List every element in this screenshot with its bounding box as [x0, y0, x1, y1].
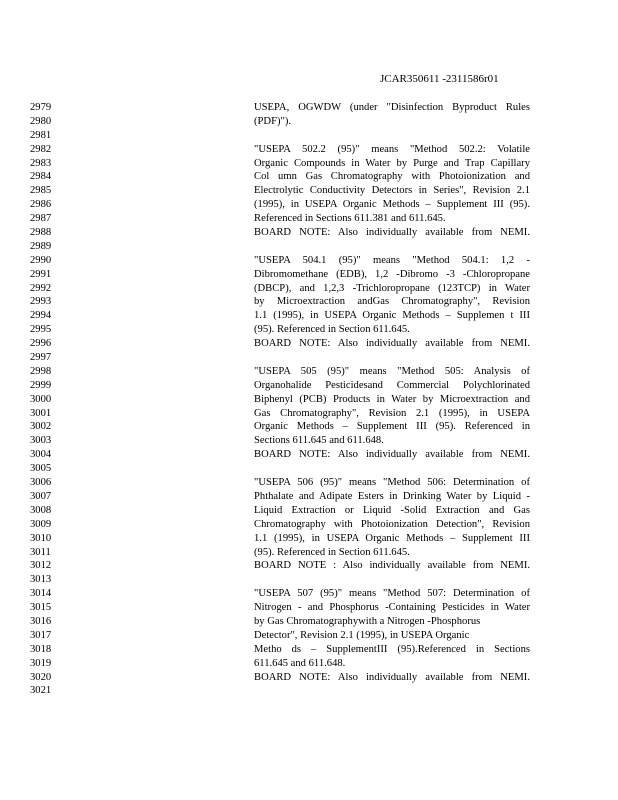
line-text: BOARD NOTE: Also individually available from NEMI. — [254, 449, 530, 461]
line-text: BOARD NOTE: Also individually available from NEMI. — [254, 671, 530, 683]
text-line — [0, 115, 618, 129]
line-text: Nitrogen - and Phosphorus -Containing Pesticides in Water — [254, 602, 530, 614]
line-text: "USEPA 507 (95)" means "Method 507: Determination of — [254, 588, 530, 600]
line-text: (DBCP), and 1,2,3 -Trichloropropane (123TCP) in Water — [254, 282, 530, 294]
document-header-code: JCAR350611 -2311586r01 — [380, 73, 499, 85]
line-number: 3008 — [30, 504, 52, 516]
text-line — [0, 420, 618, 434]
text-line — [0, 129, 618, 143]
line-text: Referenced in Sections 611.381 and 611.645. — [254, 213, 446, 225]
text-line — [0, 379, 618, 393]
line-number: 3006 — [30, 477, 52, 489]
line-number: 3004 — [30, 449, 52, 461]
line-number: 2985 — [30, 185, 52, 197]
text-line — [0, 532, 618, 546]
line-text: "USEPA 504.1 (95)" means "Method 504.1: 1,2 - — [254, 254, 530, 266]
line-number: 3011 — [30, 546, 51, 558]
line-number: 3009 — [30, 518, 52, 530]
line-number: 2991 — [30, 268, 52, 280]
text-line — [0, 448, 618, 462]
line-text: Gas Chromatography", Revision 2.1 (1995), in USEPA — [254, 407, 530, 419]
line-number: 3012 — [30, 560, 52, 572]
line-number: 3001 — [30, 407, 52, 419]
text-line — [0, 337, 618, 351]
text-line — [0, 323, 618, 337]
text-line — [0, 476, 618, 490]
line-number: 2996 — [30, 338, 52, 350]
text-line — [0, 643, 618, 657]
line-text: Electrolytic Conductivity Detectors in Series", Revision 2.1 — [254, 185, 530, 197]
line-text: Organic Compounds in Water by Purge and Trap Capillary — [254, 157, 530, 169]
text-line — [0, 462, 618, 476]
line-text: BOARD NOTE: Also individually available from NEMI. — [254, 227, 530, 239]
line-number: 2990 — [30, 254, 52, 266]
line-text: (95). Referenced in Section 611.645. — [254, 324, 410, 336]
text-line — [0, 143, 618, 157]
line-number: 2992 — [30, 282, 52, 294]
line-number: 2986 — [30, 199, 52, 211]
line-text: (PDF)"). — [254, 115, 291, 127]
line-text: Col umn Gas Chromatography with Photoionization and — [254, 171, 530, 183]
line-number: 2980 — [30, 115, 52, 127]
text-line — [0, 434, 618, 448]
line-text: by Microextraction andGas Chromatography", Revision — [254, 296, 530, 308]
text-line — [0, 268, 618, 282]
line-number: 3000 — [30, 393, 52, 405]
line-number: 2984 — [30, 171, 52, 183]
line-number: 3010 — [30, 532, 52, 544]
text-line — [0, 490, 618, 504]
line-number: 3019 — [30, 657, 52, 669]
line-text: "USEPA 506 (95)" means "Method 506: Determination of — [254, 477, 530, 489]
line-number: 2983 — [30, 157, 52, 169]
line-number: 3020 — [30, 671, 52, 683]
line-number: 2988 — [30, 227, 52, 239]
line-number: 3007 — [30, 490, 52, 502]
line-text: Liquid Extraction or Liquid -Solid Extraction and Gas — [254, 504, 530, 516]
line-number: 3014 — [30, 588, 52, 600]
line-text: 1.1 (1995), in USEPA Organic Methods – Supplemen t III — [254, 310, 530, 322]
line-number: 2995 — [30, 324, 52, 336]
text-line — [0, 407, 618, 421]
text-line — [0, 157, 618, 171]
line-text: BOARD NOTE : Also individually available from NEMI. — [254, 560, 530, 572]
text-line — [0, 170, 618, 184]
line-text: Detector", Revision 2.1 (1995), in USEPA Organic — [254, 629, 470, 641]
line-text: USEPA, OGWDW (under "Disinfection Byproduct Rules — [254, 102, 530, 113]
line-text: BOARD NOTE: Also individually available from NEMI. — [254, 338, 530, 350]
text-line — [0, 309, 618, 323]
line-number: 3016 — [30, 615, 52, 627]
line-text: "USEPA 502.2 (95)" means "Method 502.2: Volatile — [254, 143, 530, 155]
text-line — [0, 671, 618, 685]
line-text: (1995), in USEPA Organic Methods – Supplement III (95). — [254, 199, 530, 211]
line-number: 2994 — [30, 310, 52, 322]
text-line — [0, 184, 618, 198]
line-number: 2997 — [30, 352, 52, 364]
line-number: 2982 — [30, 143, 52, 155]
text-line — [0, 295, 618, 309]
line-text: Phthalate and Adipate Esters in Drinking Water by Liquid - — [254, 490, 530, 502]
text-line — [0, 601, 618, 615]
line-number: 3005 — [30, 463, 52, 475]
line-number: 2979 — [30, 102, 52, 113]
text-line — [0, 657, 618, 671]
line-number: 2993 — [30, 296, 52, 308]
text-line — [0, 615, 618, 629]
line-number: 3015 — [30, 602, 52, 614]
text-line — [0, 393, 618, 407]
text-line — [0, 365, 618, 379]
text-line — [0, 254, 618, 268]
line-text: Dibromomethane (EDB), 1,2 -Dibromo -3 -Chloropropane — [254, 268, 530, 280]
line-text: (95). Referenced in Section 611.645. — [254, 546, 410, 558]
line-text: by Gas Chromatographywith a Nitrogen -Phosphorus — [254, 615, 481, 627]
text-line — [0, 282, 618, 296]
numbered-text-lines — [0, 101, 618, 698]
line-number: 3021 — [30, 685, 52, 697]
line-number: 3013 — [30, 574, 52, 586]
text-line — [0, 629, 618, 643]
text-line — [0, 559, 618, 573]
text-line — [0, 101, 618, 115]
text-line — [0, 226, 618, 240]
text-line — [0, 212, 618, 226]
line-text: Organohalide Pesticidesand Commercial Polychlorinated — [254, 379, 530, 391]
line-number: 2987 — [30, 213, 52, 225]
text-line — [0, 684, 618, 698]
text-line — [0, 573, 618, 587]
line-text: Sections 611.645 and 611.648. — [254, 435, 384, 447]
line-number: 3018 — [30, 643, 52, 655]
text-line — [0, 240, 618, 254]
line-number: 2981 — [30, 129, 52, 141]
line-number: 2998 — [30, 365, 52, 377]
text-line — [0, 518, 618, 532]
text-line — [0, 198, 618, 212]
text-line — [0, 351, 618, 365]
text-line — [0, 504, 618, 518]
line-number: 2999 — [30, 379, 52, 391]
line-text: 1.1 (1995), in USEPA Organic Methods – Supplement III — [254, 532, 530, 544]
line-text: Chromatography with Photoionization Detection", Revision — [254, 518, 530, 530]
line-number: 3003 — [30, 435, 52, 447]
text-line — [0, 587, 618, 601]
line-text: Organic Methods – Supplement III (95). Referenced in — [254, 421, 530, 433]
line-number: 3002 — [30, 421, 52, 433]
line-text: Biphenyl (PCB) Products in Water by Microextraction and — [254, 393, 530, 405]
text-line — [0, 546, 618, 560]
line-text: 611.645 and 611.648. — [254, 657, 346, 669]
line-number: 2989 — [30, 240, 52, 252]
line-text: Metho ds – SupplementIII (95).Referenced in Sections — [254, 643, 530, 655]
line-number: 3017 — [30, 629, 52, 641]
line-text: "USEPA 505 (95)" means "Method 505: Analysis of — [254, 365, 530, 377]
